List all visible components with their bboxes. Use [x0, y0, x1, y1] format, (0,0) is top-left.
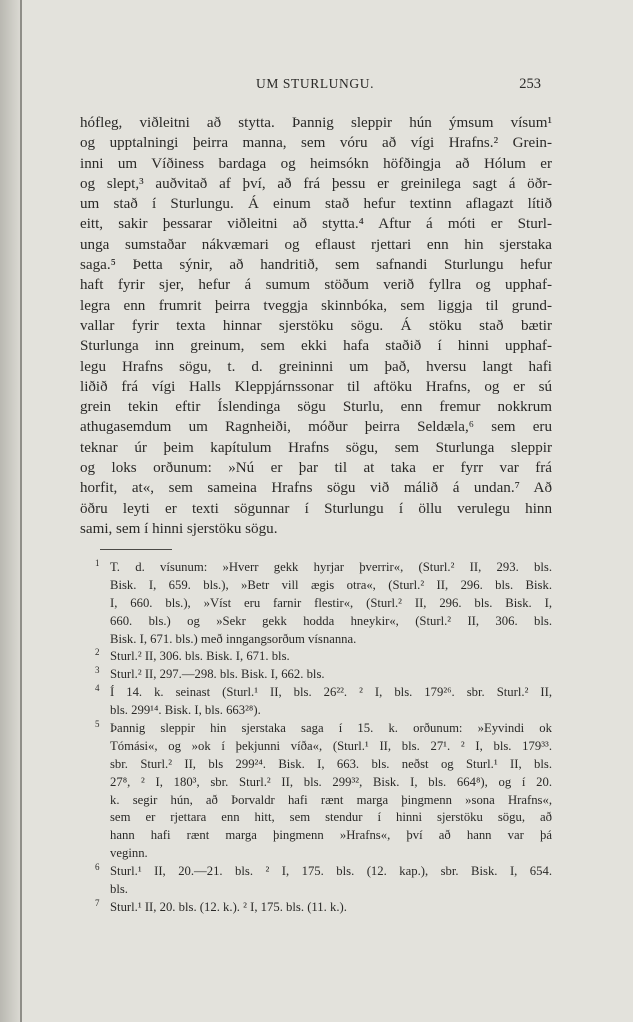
book-spine-shadow	[0, 0, 22, 1022]
text-line: Sturlunga inn greinum, sem ekki hafa staðið í hinni upphaf-	[80, 338, 552, 355]
footnote-line: Sturl.² II, 297.—298. bls. Bisk. I, 662. bls.	[110, 667, 325, 682]
page-number: 253	[519, 76, 541, 92]
text-line: um stað í Sturlungu. Á einum stað hefur textinn aflagazt lítið	[80, 196, 552, 213]
text-line: og slept,³ auðvitað af því, að frá þessu er greinilega sagt á öðr-	[80, 175, 552, 192]
footnote-line: Þannig sleppir hin sjerstaka saga í 15. k. orðunum: »Eyvindi ok	[110, 721, 552, 736]
main-text	[80, 113, 552, 539]
footnote-line: 660. bls.) og »Sekr gekk hodda hneykir«, (Sturl.² II, 306. bls.	[110, 613, 552, 628]
footnote-line: hann hafi rænt marga þingmenn »Hrafns«, því að hann var þá	[110, 828, 552, 843]
footnotes	[80, 559, 552, 917]
text-line: teknar úr þeim kapítulum Hrafns sögu, sem Sturlunga sleppir	[80, 439, 552, 456]
text-line: saga.⁵ Þetta sýnir, að handritið, sem safnandi Sturlungu hefur	[80, 257, 552, 274]
page-header	[80, 76, 541, 96]
footnote-separator	[100, 549, 172, 550]
footnote-line: sbr. Sturl.² II, bls 299²⁴. Bisk. I, 663. bls. neðst og Sturl.¹ II, bls.	[110, 756, 552, 771]
running-title: UM STURLUNGU.	[256, 76, 375, 91]
text-line: legu Hrafns sögu, t. d. greininni um það, hversu langt hafi	[80, 358, 552, 375]
footnote-line: sem er rjettara enn hitt, sem stendur í hinni sjerstöku sögu, að	[110, 810, 552, 825]
text-line: og upptalningi þeirra manna, sem vóru að vígi Hrafns.² Grein-	[80, 135, 552, 152]
text-line: inni um Víðiness bardaga og heimsókn höfðingja að Hólum er	[80, 155, 552, 172]
book-gutter-edge	[20, 0, 22, 1022]
footnote-line: Sturl.¹ II, 20.—21. bls. ² I, 175. bls. (12. kap.), sbr. Bisk. I, 654.	[110, 864, 552, 879]
footnote-marker: 4	[95, 683, 100, 694]
text-line: haft fyrir sjer, hefur á sumum stöðum verið fyllra og upphaf-	[80, 277, 552, 294]
footnote-line: bls. 299¹⁴. Bisk. I, bls. 663²⁸).	[110, 703, 261, 718]
text-line: öðru leyti er texti sögunnar í Sturlungu í öllu verulegu hinn	[80, 500, 552, 517]
text-line: sami, sem í hinni sjerstöku sögu.	[80, 520, 278, 537]
footnote-line: veginn.	[110, 846, 148, 861]
footnote-line: Í 14. k. seinast (Sturl.¹ II, bls. 26²². ² I, bls. 179²⁶. sbr. Sturl.² II,	[110, 685, 552, 700]
footnote	[80, 684, 552, 720]
footnote-line: k. segir hún, að Þorvaldr hafi rænt marga þingmenn »sona Hrafns«,	[110, 792, 552, 807]
text-line: grein tekin eftir Íslendinga sögu Sturlu, enn fremur nokkrum	[80, 399, 552, 416]
footnote	[80, 899, 552, 917]
footnote-marker: 6	[95, 862, 100, 873]
text-line: legra enn frumrit þeirra tveggja skinnbóka, sem liggja til grund-	[80, 297, 552, 314]
text-line: liðið frá vígi Halls Kleppjárnssonar til aftöku Hrafns, og er sú	[80, 378, 552, 395]
footnote-marker: 7	[95, 897, 100, 908]
footnote	[80, 863, 552, 899]
text-line: athugasemdum um Ragnheiði, móður þeirra Seldæla,⁶ sem eru	[80, 419, 552, 436]
footnote	[80, 720, 552, 863]
footnote-marker: 1	[95, 558, 100, 568]
footnote-line: Tómási«, og »ok í þekjunni víða«, (Sturl.¹ II, bls. 27¹. ² I, bls. 179³³.	[110, 738, 552, 753]
text-line: unga sumstaðar nákvæmari og eflaust rjettari enn hin sjerstaka	[80, 236, 552, 253]
footnote-line: 27⁸, ² I, 180³, sbr. Sturl.² II, bls. 299³², Bisk. I, bls. 664⁸), og í 20.	[110, 774, 552, 789]
footnote-marker: 2	[95, 647, 100, 658]
footnote-line: Bisk. I, 671. bls.) með inngangsorðum vísnanna.	[110, 631, 357, 646]
footnote	[80, 666, 552, 684]
footnote-marker: 5	[95, 719, 100, 730]
footnote-line: T. d. vísunum: »Hverr gekk hyrjar þverrir«, (Sturl.² II, 293. bls.	[110, 560, 552, 574]
footnote	[80, 559, 552, 648]
footnote-marker: 3	[95, 665, 100, 676]
text-line: og loks orðunum: »Nú er þar til at taka er fyrr var frá	[80, 460, 552, 477]
footnote-line: Bisk. I, 659. bls.), »Betr vill ægis otra«, (Sturl.² II, 296. bls. Bisk.	[110, 577, 552, 592]
footnote-line: bls.	[110, 882, 128, 897]
footnote	[80, 648, 552, 666]
text-line: vallar fyrir texta hinnar sjerstöku sögu. Á stöku stað bætir	[80, 317, 552, 334]
footnote-line: I, 660. bls.), »Víst eru farnir flestir«, (Sturl.² II, 296. bls. Bisk. I,	[110, 595, 552, 610]
footnote-line: Sturl.¹ II, 20. bls. (12. k.). ² I, 175. bls. (11. k.).	[110, 899, 347, 914]
text-line: horfit, at«, sem sameina Hrafns sögu við málið á undan.⁷ Að	[80, 480, 552, 497]
text-line: eitt, sakir þessarar viðleitni að stytta.⁴ Aftur á móti er Sturl-	[80, 216, 552, 233]
text-line: hófleg, viðleitni að stytta. Þannig sleppir hún ýmsum vísum¹	[80, 115, 552, 131]
footnote-line: Sturl.² II, 306. bls. Bisk. I, 671. bls.	[110, 649, 290, 664]
